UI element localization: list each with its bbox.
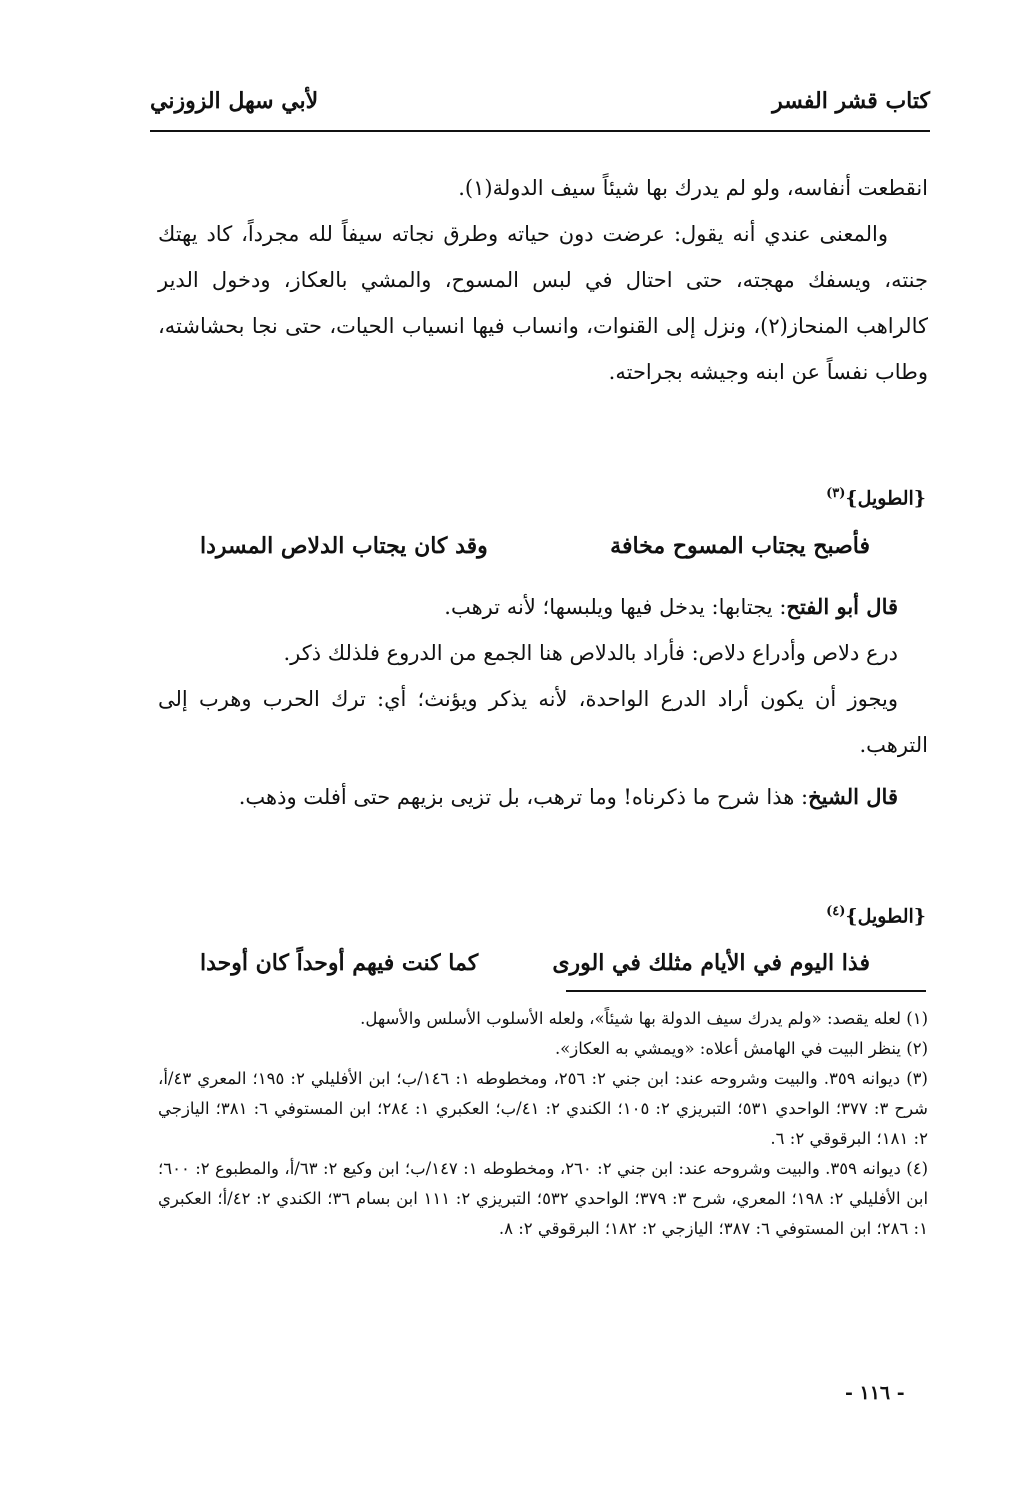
footnote-4: (٤) ديوانه ٣٥٩. والبيت وشروحه عند: ابن جني ٢: ٢٦٠، ومخطوطه ١: ١٤٧/ب؛ ابن وكيع ٢: ٦٣/أ، والمطبوع ٢: ٦٠٠؛ ابن الأفليلي ٢: ١٩٨؛ المعري، شرح ٣: ٣٧٩؛ الواحدي ٥٣٢؛ التبريزي ٢: ١١١ ابن بسام ٣٦؛ الكندي ٢: ٤٢/أ؛ العكبري ١: ٢٨٦؛ ابن المستوفي ٦: ٣٨٧؛ اليازجي ٢: ١٨٢؛ البرقوقي ٢: ٨. xyxy=(158,1159,929,1238)
paragraph-2: والمعنى عندي أنه يقول: عرضت دون حياته وطرق نجاته سيفاً لله مجرداً، كاد يهتك جنته، ويسفك مهجته، حتى احتال في لبس المسوح، والمشي بالعكاز، ودخول الدير كالراهب المنحاز(٢)، ونزل إلى القنوات، وانساب فيها انسياب الحيات، حتى نجا بحشاشته، وطاب نفساً عن ابنه وجيشه بجراحته. xyxy=(158,222,928,384)
commentary-1-text: : يجتابها: يدخل فيها ويلبسها؛ لأنه ترهب. xyxy=(444,595,787,619)
commentary-4-label: قال الشيخ xyxy=(808,784,898,809)
verse1-meter xyxy=(826,486,926,509)
verse2-hemistich-1: فذا اليوم في الأيام مثلك في الورى xyxy=(552,950,870,976)
running-header xyxy=(150,88,930,128)
verse2-hemistich-2: كما كنت فيهم أوحداً كان أوحدا xyxy=(200,950,479,976)
verse-2 xyxy=(200,950,870,990)
commentary xyxy=(158,584,928,820)
verse2-footnote-ref: (٤) xyxy=(826,904,846,919)
header-author: لأبي سهل الزوزني xyxy=(150,88,319,114)
footnotes xyxy=(158,1004,928,1244)
header-book-title: كتاب قشر الفسر xyxy=(772,88,930,114)
commentary-1 xyxy=(158,584,928,630)
footnote-3: (٣) ديوانه ٣٥٩. والبيت وشروحه عند: ابن جني ٢: ٢٥٦، ومخطوطه ١: ١٤٦/ب؛ ابن الأفليلي ٢: ١٩٥؛ المعري ٤٣/أ، شرح ٣: ٣٧٧؛ الواحدي ٥٣١؛ التبريزي ٢: ١٠٥؛ الكندي ٢: ٤١/ب؛ العكبري ١: ٢٨٤؛ ابن المستوفي ٦: ٣٨١؛ اليازجي ٢: ١٨١؛ البرقوقي ٢: ٦. xyxy=(158,1069,928,1148)
verse1-hemistich-2: وقد كان يجتاب الدلاص المسردا xyxy=(200,533,488,559)
commentary-3: ويجوز أن يكون أراد الدرع الواحدة، لأنه يذكر ويؤنث؛ أي: ترك الحرب وهرب إلى الترهب. xyxy=(158,687,928,757)
verse1-footnote-ref: (٣) xyxy=(826,486,846,501)
page-number: - ١١٦ - xyxy=(845,1382,905,1404)
footnote-2: (٢) ينظر البيت في الهامش أعلاه: «ويمشي به العكاز». xyxy=(554,1039,928,1058)
verse2-meter-label: {الطويل} xyxy=(845,905,926,928)
commentary-4-text: : هذا شرح ما ذكرناه! وما ترهب، بل تزيى بزيهم حتى أفلت وذهب. xyxy=(238,785,809,809)
verse2-meter xyxy=(826,904,926,927)
main-text xyxy=(158,165,928,395)
paragraph-1: انقطعت أنفاسه، ولو لم يدرك بها شيئاً سيف الدولة(١). xyxy=(458,176,928,200)
verse-1 xyxy=(200,533,870,573)
header-rule xyxy=(150,130,930,132)
verse1-meter-label: {الطويل} xyxy=(845,487,926,510)
commentary-4 xyxy=(158,774,928,820)
footnote-1: (١) لعله يقصد: «ولم يدرك سيف الدولة بها شيئاً»، ولعله الأسلوب الأسلس والأسهل. xyxy=(360,1009,928,1028)
verse1-hemistich-1: فأصبح يجتاب المسوح مخافة xyxy=(610,533,870,559)
commentary-2: درع دلاص وأدراع دلاص: فأراد بالدلاص هنا الجمع من الدروع فلذلك ذكر. xyxy=(283,641,898,665)
footnote-rule xyxy=(566,990,926,992)
commentary-1-label: قال أبو الفتح xyxy=(786,594,898,619)
